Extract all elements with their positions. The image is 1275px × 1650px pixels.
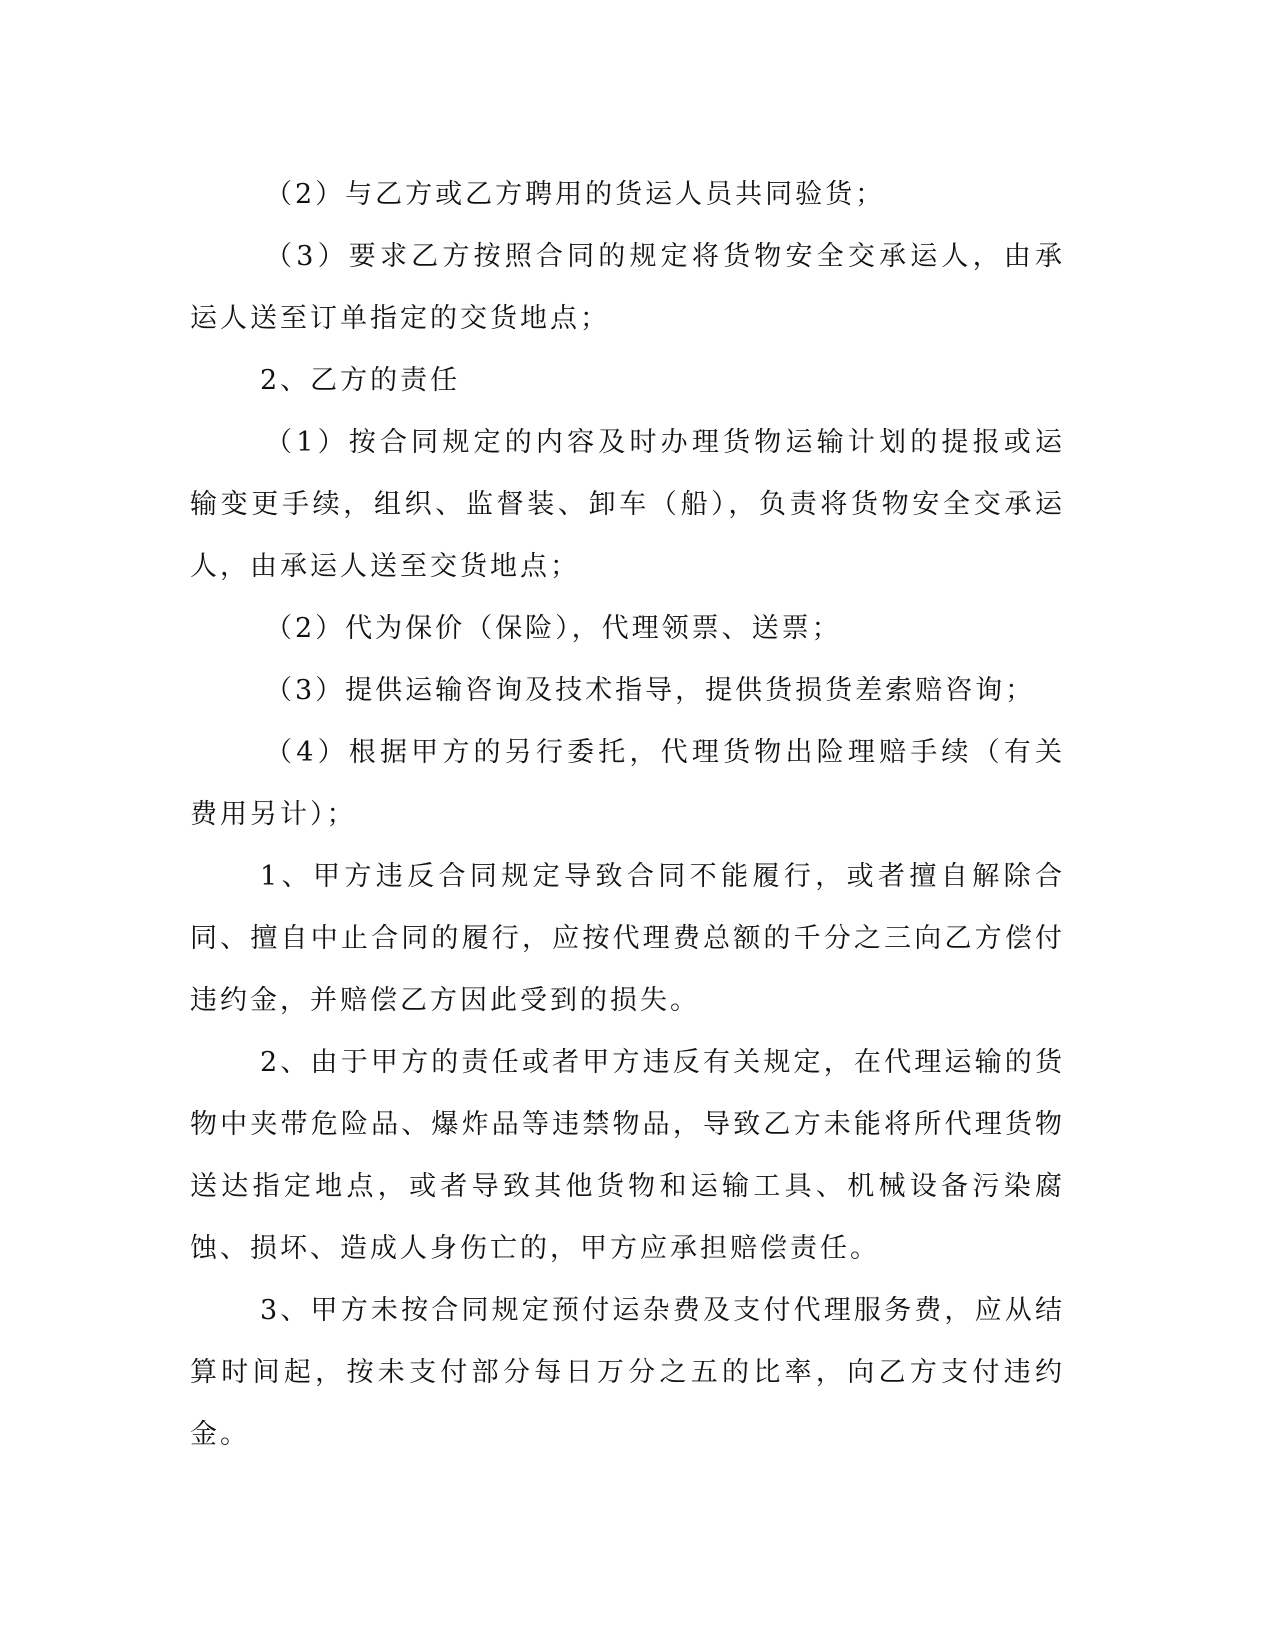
paragraph-liability-2: 2、由于甲方的责任或者甲方违反有关规定，在代理运输的货物中夹带危险品、爆炸品等违禁物品，导致乙方未能将所代理货物送达指定地点，或者导致其他货物和运输工具、机械设备污染腐蚀、损坏、造成人身伤亡的，甲方应承担赔偿责任。: [190, 1047, 1065, 1264]
paragraph-seller-duty-1: （1）按合同规定的内容及时办理货物运输计划的提报或运输变更手续，组织、监督装、卸车（船），负责将货物安全交承运人，由承运人送至交货地点；: [190, 427, 1065, 582]
paragraph-buyer-duty-3: （3）要求乙方按照合同的规定将货物安全交承运人，由承运人送至订单指定的交货地点；: [190, 241, 1065, 334]
paragraph-seller-duty-4: （4）根据甲方的另行委托，代理货物出险理赔手续（有关费用另计）；: [190, 737, 1065, 830]
paragraph-seller-duty-3: （3）提供运输咨询及技术指导，提供货损货差索赔咨询；: [265, 675, 1036, 706]
paragraph-liability-3: 3、甲方未按合同规定预付运杂费及支付代理服务费，应从结算时间起，按未支付部分每日万分之五的比率，向乙方支付违约金。: [190, 1295, 1065, 1450]
paragraph-seller-duty-2: （2）代为保价（保险），代理领票、送票；: [265, 613, 842, 644]
paragraph-buyer-duty-2: （2）与乙方或乙方聘用的货运人员共同验货；: [265, 179, 886, 210]
paragraph-liability-1: 1、甲方违反合同规定导致合同不能履行，或者擅自解除合同、擅自中止合同的履行，应按代理费总额的千分之三向乙方偿付违约金，并赔偿乙方因此受到的损失。: [190, 861, 1065, 1016]
document-body: [190, 164, 1065, 1466]
section-heading-seller-duties: 2、乙方的责任: [260, 365, 461, 396]
